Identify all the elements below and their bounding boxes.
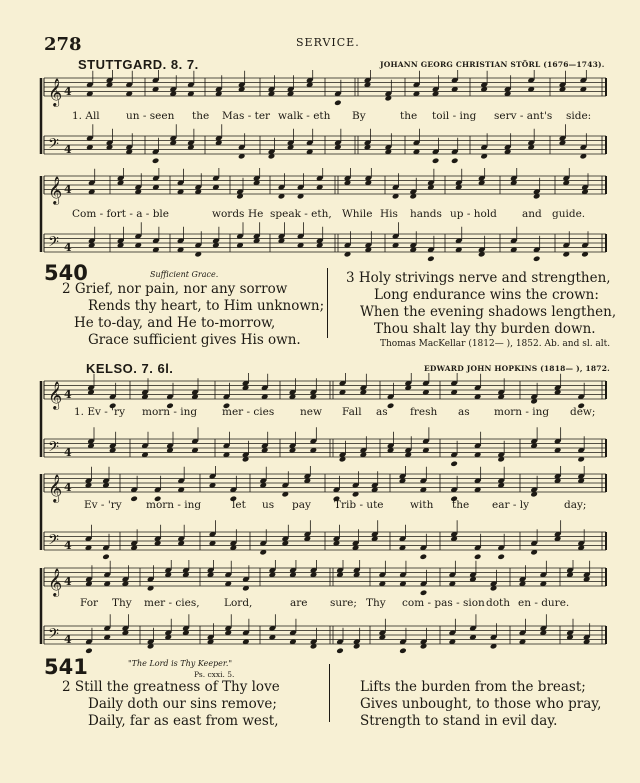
lyric-syllable: Lord,: [224, 597, 253, 609]
lyric-syllable: words: [212, 208, 245, 220]
notehead: [152, 157, 160, 164]
verse-line: 3 Holy strivings nerve and strengthen,: [346, 270, 611, 286]
lyric-syllable: are: [290, 597, 308, 609]
notehead: [336, 647, 344, 654]
lyric-syllable: side:: [566, 110, 592, 122]
time-signature: 4: [64, 575, 72, 588]
verse-line: Grace sufficient gives His own.: [88, 332, 301, 348]
lyric-syllable: By: [352, 110, 366, 122]
lyric-syllable: new: [300, 406, 322, 418]
verse-line: Rends thy heart, to Him unknown;: [88, 298, 325, 314]
composer-hopkins: EDWARD JOHN HOPKINS (1818— ), 1872.: [424, 364, 610, 373]
tune-name-stuttgard: STUTTGARD. 8. 7.: [78, 57, 199, 72]
treble-clef-icon: 𝄞: [48, 474, 63, 502]
lyric-syllable: speak - eth,: [270, 208, 332, 220]
time-signature: 4: [64, 481, 72, 494]
notehead: [334, 99, 342, 106]
time-signature: 4: [64, 633, 72, 646]
lyric-syllable: the: [452, 499, 470, 511]
time-signature: 4: [64, 183, 72, 196]
lyric-syllable: Fall: [342, 406, 362, 418]
lyric-syllable: morn - ing: [142, 406, 198, 418]
hymn-subtitle: "The Lord is Thy Keeper.": [128, 659, 233, 668]
lyric-syllable: day;: [564, 499, 587, 511]
system-4-staves: [0, 466, 640, 561]
lyric-syllable: He: [248, 208, 264, 220]
lyric-syllable: For: [80, 597, 99, 609]
lyric-syllable: as: [376, 406, 388, 418]
time-signature: 4: [64, 446, 72, 459]
notehead: [427, 255, 435, 262]
treble-clef-icon: 𝄞: [48, 176, 63, 204]
lyric-syllable: Com - fort - a - ble: [72, 208, 169, 220]
notehead: [432, 157, 440, 164]
lyric-syllable: While: [342, 208, 373, 220]
running-head: SERVICE.: [296, 36, 360, 49]
attribution-540: Thomas MacKellar (1812— ), 1852. Ab. and sl. alt.: [380, 339, 611, 349]
notehead: [85, 647, 93, 654]
lyric-syllable: doth: [486, 597, 511, 609]
notehead: [387, 402, 395, 409]
lyric-syllable: us: [262, 499, 275, 511]
hymn-number-541: 541: [44, 655, 88, 679]
lyric-syllable: com - pas - sion: [402, 597, 485, 609]
treble-clef-icon: 𝄞: [48, 381, 63, 409]
lyric-syllable: toil - ing: [432, 110, 477, 122]
hymn-number-540: 540: [44, 261, 88, 285]
verse-line: He to-day, and He to-morrow,: [74, 315, 276, 331]
time-signature: 4: [64, 143, 72, 156]
time-signature: 4: [64, 388, 72, 401]
lyric-syllable: Ev - 'ry: [84, 499, 122, 511]
lyric-syllable: en - dure.: [518, 597, 570, 609]
lyric-syllable: and: [522, 208, 542, 220]
verse-line: Daily doth our sins remove;: [88, 696, 277, 712]
bass-clef-icon: 𝄢: [48, 136, 59, 156]
notehead: [451, 157, 459, 164]
system-3-staves: [0, 373, 640, 468]
lyric-syllable: 1. All: [72, 110, 100, 122]
lyric-syllable: fresh: [410, 406, 438, 418]
verse-line: Thou shalt lay thy burden down.: [374, 321, 596, 337]
hymn-subtitle: Sufficient Grace.: [150, 270, 219, 279]
treble-clef-icon: 𝄞: [48, 78, 63, 106]
bass-clef-icon: 𝄢: [48, 234, 59, 254]
lyric-syllable: Trib - ute: [334, 499, 384, 511]
lyric-syllable: His: [380, 208, 398, 220]
notehead: [533, 255, 541, 262]
lyric-syllable: mer - cies,: [144, 597, 200, 609]
lyric-syllable: guide.: [552, 208, 586, 220]
notehead: [130, 495, 138, 502]
notehead: [399, 647, 407, 654]
lyric-syllable: hands: [410, 208, 442, 220]
lyric-syllable: with: [410, 499, 434, 511]
page-number: 278: [44, 34, 82, 55]
lyric-syllable: the: [400, 110, 418, 122]
verse-line: When the evening shadows lengthen,: [360, 304, 617, 320]
lyric-syllable: up - hold: [450, 208, 497, 220]
lyric-syllable: mer - cies: [222, 406, 275, 418]
column-divider: [327, 268, 328, 338]
verse-line: Daily, far as east from west,: [88, 713, 279, 729]
treble-clef-icon: 𝄞: [48, 568, 63, 596]
bass-clef-icon: 𝄢: [48, 439, 59, 459]
verse-line: Lifts the burden from the breast;: [360, 679, 586, 695]
tune-name-kelso: KELSO. 7. 6l.: [86, 361, 174, 376]
lyric-syllable: Thy: [366, 597, 386, 609]
lyric-syllable: dew;: [570, 406, 596, 418]
lyric-syllable: pay: [292, 499, 311, 511]
lyric-syllable: Mas - ter: [222, 110, 271, 122]
verse-line: 2 Grief, nor pain, nor any sorrow: [62, 281, 288, 297]
column-divider: [329, 664, 330, 722]
lyric-syllable: Thy: [112, 597, 132, 609]
time-signature: 4: [64, 85, 72, 98]
lyric-syllable: serv - ant's: [494, 110, 553, 122]
time-signature: 4: [64, 241, 72, 254]
lyric-syllable: let: [232, 499, 246, 511]
notehead: [420, 589, 428, 596]
time-signature: 4: [64, 539, 72, 552]
verse-line: Long endurance wins the crown:: [374, 287, 599, 303]
lyric-syllable: the: [192, 110, 210, 122]
bass-clef-icon: 𝄢: [48, 532, 59, 552]
lyric-syllable: ear - ly: [492, 499, 530, 511]
lyric-syllable: walk - eth: [278, 110, 331, 122]
lyric-syllable: sure;: [330, 597, 357, 609]
bass-clef-icon: 𝄢: [48, 626, 59, 646]
verse-line: 2 Still the greatness of Thy love: [62, 679, 280, 695]
scripture-reference: Ps. cxxi. 5.: [194, 670, 235, 679]
composer-storl: JOHANN GEORG CHRISTIAN STÖRL (1676—1743).: [380, 60, 605, 69]
lyric-syllable: morn - ing: [494, 406, 550, 418]
lyric-syllable: as: [458, 406, 470, 418]
lyric-syllable: 1. Ev - 'ry: [74, 406, 126, 418]
lyric-syllable: un - seen: [126, 110, 175, 122]
verse-line: Strength to stand in evil day.: [360, 713, 558, 729]
verse-line: Gives unbought, to those who pray,: [360, 696, 602, 712]
lyric-syllable: morn - ing: [146, 499, 202, 511]
